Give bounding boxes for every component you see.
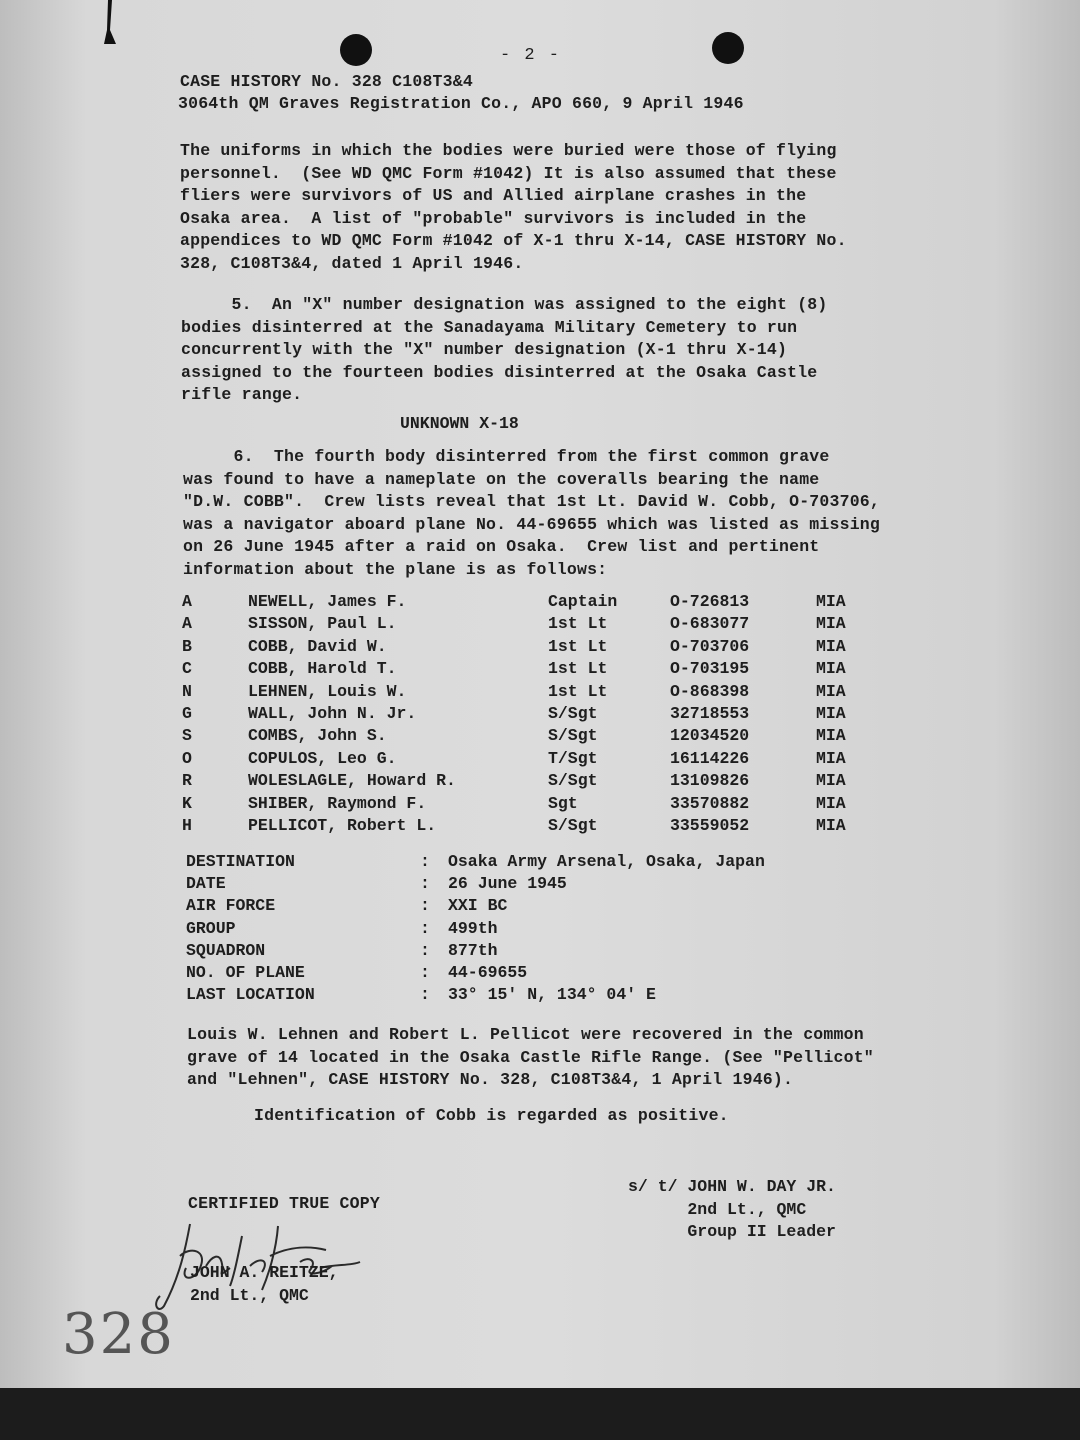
- crew-position: R: [182, 771, 192, 791]
- crew-serial: 33570882: [670, 793, 750, 813]
- detail-label: GROUP: [186, 918, 236, 938]
- paragraph-6: [183, 446, 880, 581]
- crew-position: N: [182, 681, 192, 701]
- crew-position: G: [182, 703, 192, 723]
- crew-serial: O-703195: [670, 659, 750, 679]
- text-line: information about the plane is as follows:: [183, 559, 608, 579]
- text-line: 6. The fourth body disinterred from the first common grave: [183, 447, 830, 466]
- page-number: - 2 -: [500, 46, 562, 65]
- crew-status: MIA: [816, 681, 846, 701]
- paragraph-uniforms: [180, 140, 847, 275]
- text-line: appendices to WD QMC Form #1042 of X-1 thru X-14, CASE HISTORY No.: [180, 231, 847, 250]
- signer-title: Group II Leader: [628, 1222, 836, 1241]
- crew-serial: 12034520: [670, 726, 750, 746]
- text-line: personnel. (See WD QMC Form #1042) It is also assumed that these: [180, 163, 837, 183]
- crew-status: MIA: [816, 592, 846, 611]
- crew-status: MIA: [816, 703, 846, 723]
- detail-value: 877th: [448, 940, 498, 960]
- ink-mark: [98, 0, 120, 48]
- scan-border: [0, 1388, 1080, 1440]
- text-line: was a navigator aboard plane No. 44-69655 which was listed as missing: [183, 514, 881, 534]
- crew-rank: S/Sgt: [548, 815, 598, 835]
- crew-name: SISSON, Paul L.: [248, 614, 397, 634]
- crew-status: MIA: [816, 614, 846, 634]
- detail-colon: :: [420, 852, 430, 871]
- paragraph-5: [181, 294, 828, 407]
- crew-serial: 33559052: [670, 815, 750, 835]
- crew-serial: 32718553: [670, 703, 750, 723]
- detail-value: 33° 15' N, 134° 04' E: [448, 985, 656, 1005]
- detail-colon: :: [420, 896, 430, 916]
- detail-label: NO. OF PLANE: [186, 962, 305, 982]
- text-line: concurrently with the "X" number designation (X-1 thru X-14): [181, 340, 788, 359]
- punch-hole-left: [340, 34, 372, 66]
- punch-hole-right: [712, 32, 744, 64]
- crew-status: MIA: [816, 659, 846, 679]
- crew-status: MIA: [816, 771, 846, 791]
- crew-position: A: [182, 592, 192, 611]
- crew-serial: O-726813: [670, 592, 750, 611]
- text-line: and "Lehnen", CASE HISTORY No. 328, C108T3&4, 1 April 1946).: [187, 1070, 794, 1089]
- signer-rank: 2nd Lt., QMC: [190, 1285, 309, 1305]
- crew-name: COBB, David W.: [248, 636, 387, 656]
- detail-label: AIR FORCE: [186, 896, 276, 916]
- crew-rank: Sgt: [548, 793, 578, 813]
- detail-colon: :: [420, 918, 430, 938]
- crew-status: MIA: [816, 748, 846, 768]
- crew-rank: S/Sgt: [548, 726, 598, 746]
- signer-rank: 2nd Lt., QMC: [628, 1199, 807, 1219]
- crew-serial: O-683077: [670, 614, 750, 634]
- crew-serial: 13109826: [670, 771, 750, 791]
- crew-name: COPULOS, Leo G.: [248, 748, 397, 768]
- text-line: bodies disinterred at the Sanadayama Military Cemetery to run: [181, 317, 798, 337]
- crew-position: H: [182, 815, 192, 835]
- text-line: was found to have a nameplate on the coveralls bearing the name: [183, 469, 820, 489]
- detail-value: 499th: [448, 918, 498, 938]
- crew-name: LEHNEN, Louis W.: [248, 681, 407, 701]
- detail-colon: :: [420, 874, 430, 894]
- detail-value: 44-69655: [448, 962, 528, 982]
- text-line: fliers were survivors of US and Allied airplane crashes in the: [180, 186, 807, 205]
- text-line: "D.W. COBB". Crew lists reveal that 1st Lt. David W. Cobb, O-703706,: [183, 492, 881, 511]
- detail-value: 26 June 1945: [448, 874, 567, 894]
- crew-name: NEWELL, James F.: [248, 592, 407, 611]
- detail-colon: :: [420, 962, 430, 982]
- detail-label: DESTINATION: [186, 852, 295, 871]
- crew-rank: 1st Lt: [548, 636, 608, 656]
- crew-serial: O-868398: [670, 681, 750, 701]
- signature-block-left: [190, 1262, 339, 1307]
- crew-name: SHIBER, Raymond F.: [248, 793, 427, 813]
- crew-rank: S/Sgt: [548, 703, 598, 723]
- crew-name: WALL, John N. Jr.: [248, 703, 417, 723]
- header-case-history: CASE HISTORY No. 328 C108T3&4: [180, 72, 473, 91]
- crew-rank: 1st Lt: [548, 681, 608, 701]
- stamped-page-number: 328: [62, 1302, 175, 1367]
- certified-true-copy: CERTIFIED TRUE COPY: [188, 1194, 380, 1213]
- crew-name: COMBS, John S.: [248, 726, 387, 746]
- header-unit: 3064th QM Graves Registration Co., APO 660, 9 April 1946: [178, 94, 744, 113]
- detail-value: Osaka Army Arsenal, Osaka, Japan: [448, 852, 765, 871]
- detail-label: DATE: [186, 874, 226, 894]
- text-line: The uniforms in which the bodies were buried were those of flying: [180, 141, 837, 160]
- crew-position: B: [182, 636, 192, 656]
- crew-rank: 1st Lt: [548, 659, 608, 679]
- identification-statement: Identification of Cobb is regarded as positive.: [254, 1106, 729, 1125]
- crew-position: O: [182, 748, 192, 768]
- signer-name: JOHN A. REITZE,: [190, 1263, 339, 1282]
- crew-name: WOLESLAGLE, Howard R.: [248, 771, 456, 791]
- paragraph-recovered: [187, 1024, 874, 1092]
- text-line: Osaka area. A list of "probable" survivors is included in the: [180, 208, 807, 228]
- text-line: 5. An "X" number designation was assigned to the eight (8): [181, 295, 828, 314]
- crew-rank: Captain: [548, 592, 618, 611]
- detail-colon: :: [420, 985, 430, 1005]
- crew-serial: 16114226: [670, 748, 750, 768]
- crew-position: A: [182, 614, 192, 634]
- detail-value: XXI BC: [448, 896, 508, 916]
- text-line: rifle range.: [181, 385, 303, 404]
- crew-position: S: [182, 726, 192, 746]
- signature-block-right: [628, 1176, 836, 1244]
- detail-label: LAST LOCATION: [186, 985, 315, 1005]
- crew-name: PELLICOT, Robert L.: [248, 815, 437, 835]
- crew-position: C: [182, 659, 192, 679]
- crew-serial: O-703706: [670, 636, 750, 656]
- crew-rank: T/Sgt: [548, 748, 598, 768]
- text-line: grave of 14 located in the Osaka Castle Rifle Range. (See "Pellicot": [187, 1047, 874, 1067]
- text-line: on 26 June 1945 after a raid on Osaka. Crew list and pertinent: [183, 537, 820, 556]
- detail-colon: :: [420, 940, 430, 960]
- crew-status: MIA: [816, 726, 846, 746]
- crew-rank: 1st Lt: [548, 614, 608, 634]
- crew-name: COBB, Harold T.: [248, 659, 397, 679]
- section-heading: UNKNOWN X-18: [400, 414, 519, 433]
- crew-status: MIA: [816, 815, 846, 835]
- text-line: assigned to the fourteen bodies disinterred at the Osaka Castle: [181, 362, 818, 382]
- crew-rank: S/Sgt: [548, 771, 598, 791]
- crew-status: MIA: [816, 636, 846, 656]
- text-line: 328, C108T3&4, dated 1 April 1946.: [180, 253, 524, 273]
- crew-status: MIA: [816, 793, 846, 813]
- crew-position: K: [182, 793, 192, 813]
- text-line: Louis W. Lehnen and Robert L. Pellicot were recovered in the common: [187, 1025, 864, 1044]
- detail-label: SQUADRON: [186, 940, 266, 960]
- signer-name: s/ t/ JOHN W. DAY JR.: [628, 1177, 836, 1196]
